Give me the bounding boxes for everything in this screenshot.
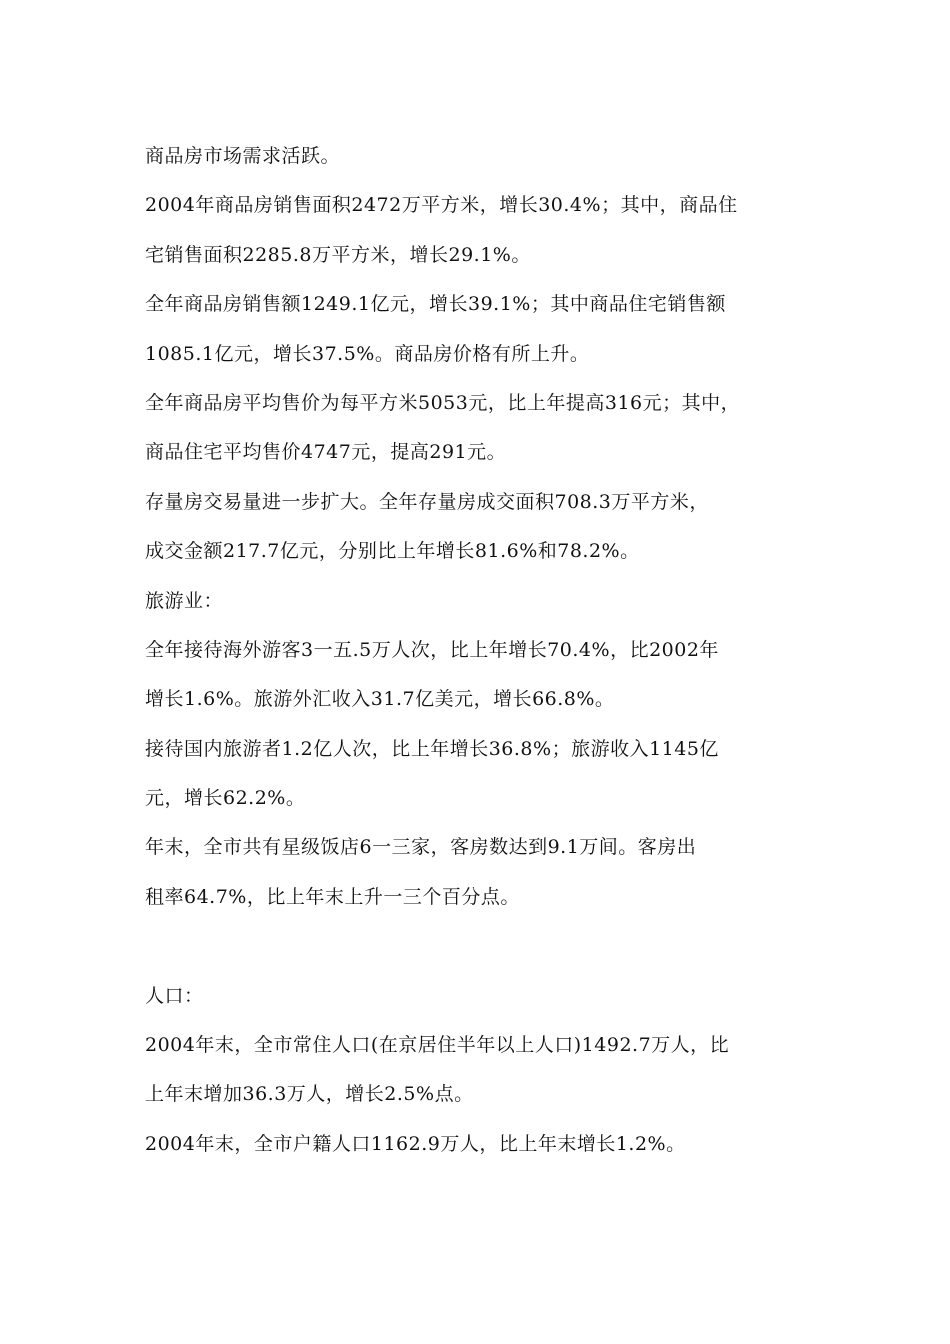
paragraph-line: 成交金额217.7亿元，分别比上年增长81.6%和78.2%。 xyxy=(145,540,640,563)
paragraph-line: 存量房交易量进一步扩大。全年存量房成交面积708.3万平方米， xyxy=(145,490,709,513)
paragraph-line: 元，增长62.2%。 xyxy=(145,787,306,810)
paragraph-line: 1085.1亿元，增长37.5%。商品房价格有所上升。 xyxy=(145,342,590,365)
paragraph-line: 商品住宅平均售价4747元，提高291元。 xyxy=(145,441,507,464)
paragraph-line: 宅销售面积2285.8万平方米，增长29.1%。 xyxy=(145,243,531,266)
paragraph-line: 全年接待海外游客3一五.5万人次，比上年增长70.4%，比2002年 xyxy=(145,638,719,661)
paragraph-line: 接待国内旅游者1.2亿人次，比上年增长36.8%；旅游收入1145亿 xyxy=(145,737,719,760)
paragraph-line: 增长1.6%。旅游外汇收入31.7亿美元，增长66.8%。 xyxy=(145,688,615,711)
paragraph-line: 全年商品房销售额1249.1亿元，增长39.1%；其中商品住宅销售额 xyxy=(145,293,726,316)
paragraph-line: 租率64.7%，比上年末上升一三个百分点。 xyxy=(145,885,520,908)
section-heading-tourism: 旅游业： xyxy=(145,589,224,612)
document-body xyxy=(145,132,825,1169)
section-heading-population: 人口： xyxy=(145,984,204,1007)
paragraph-line: 2004年末，全市常住人口(在京居住半年以上人口)1492.7万人，比 xyxy=(145,1034,730,1057)
paragraph-line: 2004年末，全市户籍人口1162.9万人，比上年末增长1.2%。 xyxy=(145,1132,686,1155)
paragraph-line: 商品房市场需求活跃。 xyxy=(145,145,341,167)
paragraph-line: 年末，全市共有星级饭店6一三家，客房数达到9.1万间。客房出 xyxy=(145,836,697,859)
paragraph-line: 全年商品房平均售价为每平方米5053元，比上年提高316元；其中， xyxy=(145,391,741,414)
paragraph-line: 上年末增加36.3万人，增长2.5%点。 xyxy=(145,1083,474,1106)
paragraph-line: 2004年商品房销售面积2472万平方米，增长30.4%；其中，商品住 xyxy=(145,194,738,217)
blank-line xyxy=(145,922,825,971)
